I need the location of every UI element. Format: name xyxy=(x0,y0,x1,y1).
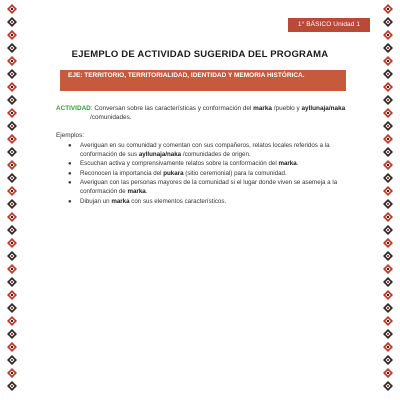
border-diamond-icon xyxy=(7,264,17,274)
activity-paragraph xyxy=(56,104,356,122)
activity-term-marka: marka xyxy=(253,105,272,112)
eje-banner xyxy=(60,70,346,91)
border-diamond-icon xyxy=(7,329,17,339)
border-diamond-icon xyxy=(7,4,17,14)
border-diamond-icon xyxy=(7,17,17,27)
border-diamond-icon xyxy=(7,238,17,248)
border-diamond-icon xyxy=(383,147,393,157)
border-diamond-icon xyxy=(7,316,17,326)
border-diamond-icon xyxy=(7,277,17,287)
border-diamond-icon xyxy=(7,147,17,157)
border-diamond-icon xyxy=(7,95,17,105)
bullet-icon: ● xyxy=(68,161,72,168)
border-diamond-icon xyxy=(7,186,17,196)
border-diamond-icon xyxy=(7,225,17,235)
activity-text-2: /pueblo y xyxy=(271,105,302,112)
bullet-icon: ● xyxy=(68,198,72,205)
border-diamond-icon xyxy=(383,238,393,248)
border-diamond-icon xyxy=(383,134,393,144)
border-diamond-icon xyxy=(383,82,393,92)
list-item: ● Reconocen la importancia del pukara (sitio ceremonial) para la comunidad. xyxy=(68,169,287,177)
border-diamond-icon xyxy=(383,355,393,365)
border-diamond-icon xyxy=(383,212,393,222)
eje-text: EJE: TERRITORIO, TERRITORIALIDAD, IDENTIDAD Y MEMORIA HISTÓRICA. xyxy=(68,72,305,79)
border-diamond-icon xyxy=(383,290,393,300)
border-diamond-icon xyxy=(383,69,393,79)
border-diamond-icon xyxy=(383,277,393,287)
border-diamond-icon xyxy=(383,264,393,274)
border-diamond-icon xyxy=(7,69,17,79)
activity-label: ACTIVIDAD xyxy=(56,105,91,112)
border-diamond-icon xyxy=(7,134,17,144)
border-diamond-icon xyxy=(383,4,393,14)
bullet-icon: ● xyxy=(68,143,72,149)
border-diamond-icon xyxy=(383,368,393,378)
border-diamond-icon xyxy=(383,186,393,196)
border-diamond-icon xyxy=(383,17,393,27)
border-diamond-icon xyxy=(7,381,17,391)
border-diamond-icon xyxy=(383,225,393,235)
bullet-icon: ● xyxy=(68,180,72,187)
bullet-icon: ● xyxy=(68,170,72,177)
examples-label: Ejemplos: xyxy=(56,132,85,139)
border-diamond-icon xyxy=(7,160,17,170)
border-diamond-icon xyxy=(7,173,17,183)
border-diamond-icon xyxy=(7,212,17,222)
activity-sep: : xyxy=(90,105,95,112)
border-diamond-icon xyxy=(7,108,17,118)
border-diamond-icon xyxy=(383,381,393,391)
border-diamond-icon xyxy=(383,160,393,170)
activity-term-ayllunaja: ayllunaja/naka xyxy=(301,105,346,112)
border-diamond-icon xyxy=(383,329,393,339)
border-diamond-icon xyxy=(383,173,393,183)
border-diamond-icon xyxy=(383,303,393,313)
activity-text-3: /comunidades. xyxy=(90,114,132,121)
border-diamond-icon xyxy=(383,95,393,105)
border-diamond-icon xyxy=(7,30,17,40)
list-item: ● Averiguan en su comunidad y comentan con sus compañeros, relatos locales referidos a la conformación de sus ayllunaja/naka /comunidades de origen. xyxy=(68,142,330,158)
page-title: EJEMPLO DE ACTIVIDAD SUGERIDA DEL PROGRAMA xyxy=(71,49,329,60)
border-diamond-icon xyxy=(383,30,393,40)
unit-badge: 1° BÁSICO Unidad 1 xyxy=(288,18,370,32)
border-diamond-icon xyxy=(383,121,393,131)
list-item: ● Escuchan activa y comprensivamente relatos sobre la conformación del marka. xyxy=(68,160,299,168)
border-diamond-icon xyxy=(383,251,393,261)
activity-text-1: Conversan sobre las características y conformación del xyxy=(94,105,254,112)
decorative-border-right xyxy=(382,0,394,400)
border-diamond-icon xyxy=(7,121,17,131)
border-diamond-icon xyxy=(383,199,393,209)
list-item: ● Dibujan un marka con sus elementos característicos. xyxy=(68,197,227,205)
decorative-border-left xyxy=(6,0,18,400)
border-diamond-icon xyxy=(383,316,393,326)
border-diamond-icon xyxy=(7,342,17,352)
border-diamond-icon xyxy=(7,290,17,300)
border-diamond-icon xyxy=(7,355,17,365)
border-diamond-icon xyxy=(7,199,17,209)
border-diamond-icon xyxy=(383,342,393,352)
border-diamond-icon xyxy=(7,251,17,261)
border-diamond-icon xyxy=(7,303,17,313)
list-item: ● Averiguan con las personas mayores de la comunidad si el lugar donde viven se asemeja a la conformación de marka. xyxy=(68,179,338,195)
border-diamond-icon xyxy=(7,368,17,378)
border-diamond-icon xyxy=(7,82,17,92)
examples-list xyxy=(56,142,356,207)
border-diamond-icon xyxy=(383,108,393,118)
